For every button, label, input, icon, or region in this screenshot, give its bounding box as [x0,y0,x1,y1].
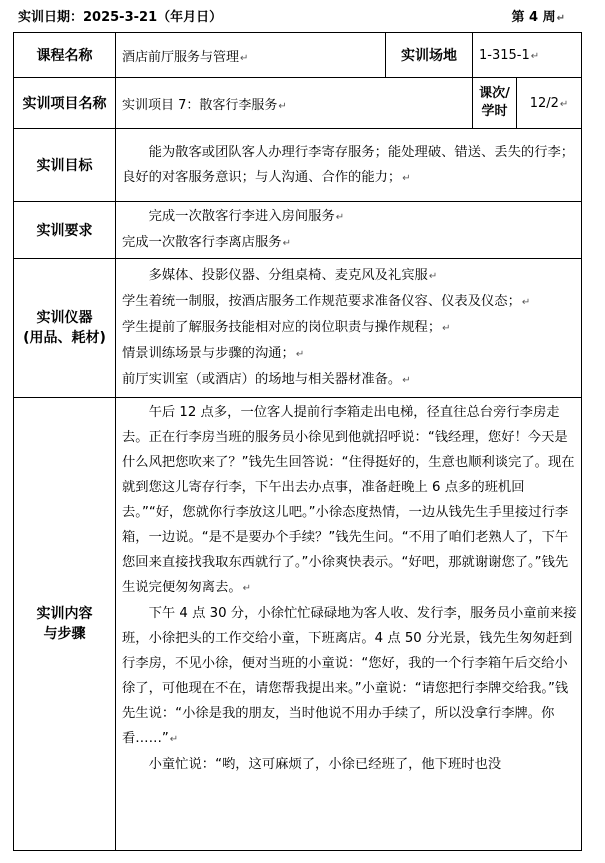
project-name-label: 实训项目名称 [14,78,116,129]
venue-label: 实训场地 [386,33,473,78]
goal-row [14,129,582,202]
venue-value: 1-315-1↵ [473,33,582,78]
training-content-label [14,398,116,851]
project-name-value: 实训项目 7：散客行李服务↵ [116,78,473,129]
lesson-hours-label: 课次/学时 [473,78,517,129]
equipment-line: 情景训练场景与步骤的沟通；↵ [122,346,305,361]
training-goal-label: 实训目标 [14,129,116,202]
training-goal-content [116,129,582,202]
content-paragraph: 小童忙说：“哟，这可麻烦了，小徐已经班了，他下班时也没 [148,757,502,772]
course-name-label: 课程名称 [14,33,116,78]
training-content-steps [116,398,582,851]
equipment-line: 学生着统一制服，按酒店服务工作规范要求准备仪容、仪表及仪态；↵ [122,294,531,309]
equipment-line: 前厅实训室（或酒店）的场地与相关器材准备。↵ [122,372,411,387]
training-requirement-content [116,202,582,259]
project-row [14,78,582,129]
training-equipment-label [14,259,116,398]
lesson-hours-value: 12/2↵ [517,78,582,129]
equipment-label-line: (用品、耗材) [23,330,106,346]
training-record-table [13,32,582,851]
content-row [14,398,582,851]
requirement-line: 完成一次散客行李进入房间服务↵ [148,209,345,224]
training-equipment-content [116,259,582,398]
training-goal-text: 能为散客或团队客人办理行李寄存服务；能处理破、错送、丢失的行李；良好的对客服务意识；与人沟通、合作的能力；↵ [122,144,575,185]
course-row [14,33,582,78]
content-paragraph: 下午 4 点 30 分，小徐忙忙碌碌地为客人收、发行李，服务员小童前来接班，小徐把头的工作交给小童，下班离店。4 点 50 分光景，钱先生匆匆赶到行李房，不见小徐，便对当班的小童说：“您好，我的一个行李箱午后交给小徐了，可他现在不在，请您帮我提出来。”小童说：“请您把行李牌交给我。”钱先生说：“小徐是我的朋友，当时他说不用办手续了，所以没拿行李牌。你看……”↵ [122,606,577,746]
requirement-line: 完成一次散客行李离店服务↵ [122,235,291,250]
equipment-line: 多媒体、投影仪器、分组桌椅、麦克风及礼宾服↵ [148,268,438,283]
page-header [0,0,605,30]
training-requirement-label: 实训要求 [14,202,116,259]
content-paragraph: 午后 12 点多，一位客人提前行李箱走出电梯，径直往总台旁行李房走去。正在行李房当班的服务员小徐见到他就招呼说：“钱经理，您好！今天是什么风把您吹来了？”钱先生回答说：“住得挺好的，生意也顺利谈完了。现在就到您这儿寄存行李，下午出去办点事，准备赶晚上 6 点多的班机回去。”“好，您就你行李放这儿吧。”小徐态度热情，一边从钱先生手里接过行李箱，一边说。“是不是要办个手续？”钱先生问。“不用了咱们老熟人了，下午您回来直接找我取东西就行了。”小徐爽快表示。“好吧，那就谢谢您了。”钱先生说完便匆匆离去。↵ [122,405,575,595]
requirement-row [14,202,582,259]
content-label-line: 与步骤 [43,626,86,642]
equipment-label-line: 实训仪器 [36,310,93,326]
training-date: 实训日期：2025-3-21（年月日） [18,10,223,25]
equipment-row [14,259,582,398]
course-name-value: 酒店前厅服务与管理↵ [116,33,386,78]
equipment-line: 学生提前了解服务技能相对应的岗位职责与操作规程；↵ [122,320,451,335]
content-label-line: 实训内容 [36,606,93,622]
week-number: 第 4 周↵ [511,10,565,25]
